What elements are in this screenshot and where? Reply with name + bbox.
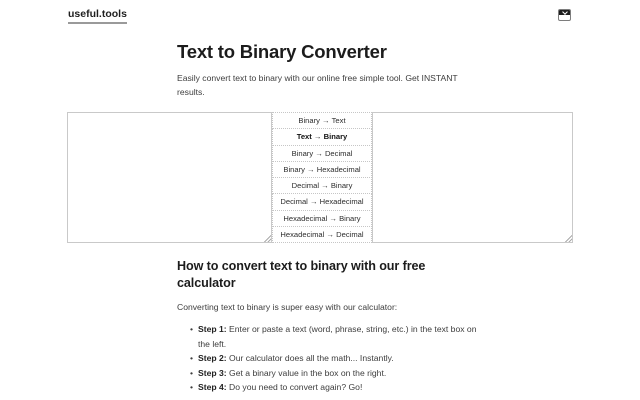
- list-item-step-1: [198, 322, 477, 351]
- text-to-binary-button[interactable]: Text → Binary: [272, 128, 372, 145]
- step-label: Step 3:: [198, 367, 227, 378]
- list-item-step-3: [198, 366, 477, 381]
- how-to-heading: How to convert text to binary with our free calculator: [177, 259, 426, 290]
- list-item-step-2: [198, 351, 477, 366]
- intro-section: [177, 41, 477, 99]
- step-text: Do you need to convert again? Go!: [229, 382, 363, 393]
- step-label: Step 1:: [198, 324, 227, 334]
- chevron-down-icon: [562, 9, 568, 14]
- page-subtitle: Easily convert text to binary with our online free simple tool. Get INSTANT results.: [177, 73, 458, 97]
- step-label: Step 4:: [198, 382, 227, 393]
- converter-widget: [67, 112, 573, 243]
- site-logo[interactable]: useful.tools: [68, 8, 127, 24]
- browser-extension-icon[interactable]: [558, 9, 571, 21]
- decimal-to-hexadecimal-button[interactable]: Decimal → Hexadecimal: [272, 193, 372, 210]
- step-text: Get a binary value in the box on the right.: [229, 367, 387, 378]
- binary-to-hexadecimal-button[interactable]: Binary → Hexadecimal: [272, 161, 372, 178]
- list-item-step-4: [198, 380, 477, 395]
- how-to-lead: Converting text to binary is super easy with our calculator:: [177, 302, 398, 312]
- step-text: Enter or paste a text (word, phrase, string, etc.) in the text box on the left.: [198, 324, 477, 349]
- steps-list: [177, 322, 477, 395]
- hexadecimal-to-decimal-button[interactable]: Hexadecimal → Decimal: [272, 226, 372, 243]
- step-text: Our calculator does all the math... Instantly.: [229, 353, 394, 364]
- extension-icon-topbar: [559, 10, 570, 15]
- text-input-area[interactable]: [67, 112, 272, 243]
- conversion-buttons-column: [272, 112, 372, 243]
- input-box-wrapper: [67, 112, 272, 243]
- hexadecimal-to-binary-button[interactable]: Hexadecimal → Binary: [272, 210, 372, 227]
- page-title: Text to Binary Converter: [177, 41, 387, 62]
- binary-to-decimal-button[interactable]: Binary → Decimal: [272, 145, 372, 162]
- step-label: Step 2:: [198, 353, 227, 364]
- binary-to-text-button[interactable]: Binary → Text: [272, 112, 372, 129]
- binary-output-area[interactable]: [372, 112, 573, 243]
- output-box-wrapper: [372, 112, 573, 243]
- how-to-section: [177, 258, 477, 395]
- decimal-to-binary-button[interactable]: Decimal → Binary: [272, 177, 372, 194]
